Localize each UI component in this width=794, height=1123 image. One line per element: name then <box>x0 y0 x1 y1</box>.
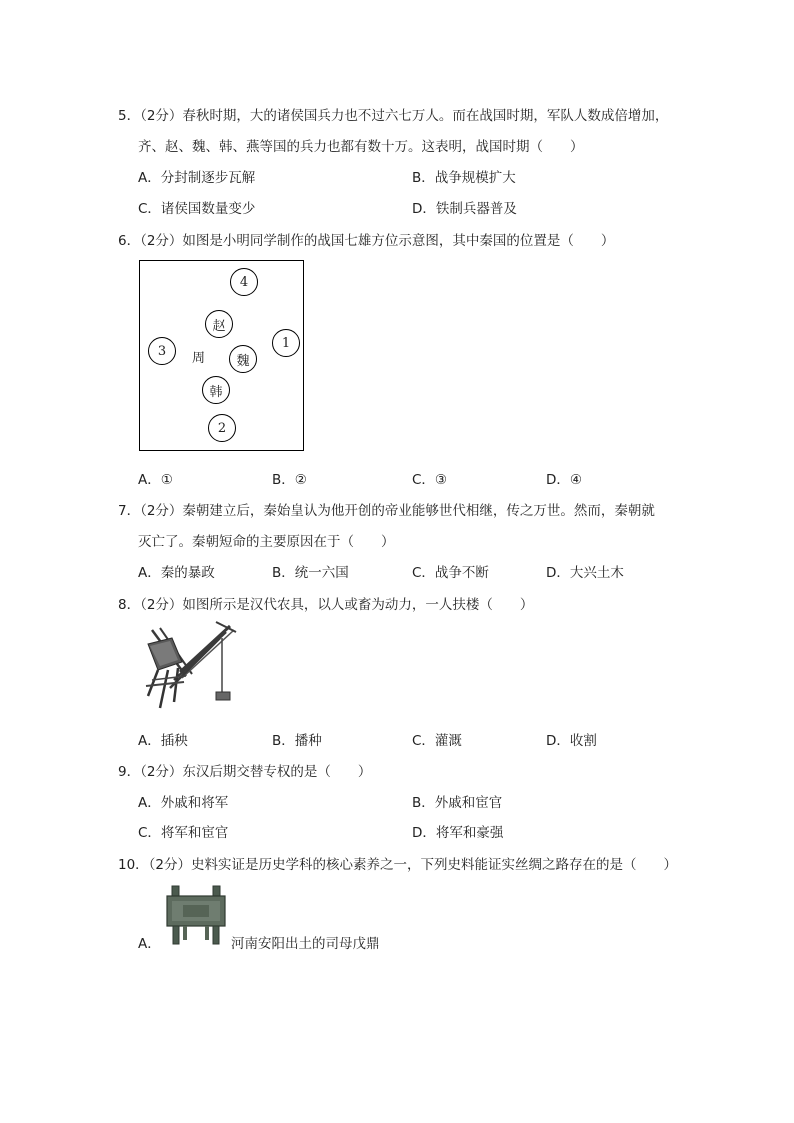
question-9-option-c[interactable]: C．将军和宦官 <box>138 825 229 841</box>
question-5-option-c[interactable]: C．诸侯国数量变少 <box>138 201 256 217</box>
question-7-option-c[interactable]: C．战争不断 <box>412 565 489 581</box>
map-position-2: 2 <box>208 414 236 442</box>
question-8-option-d[interactable]: D．收割 <box>546 733 597 749</box>
question-5-option-b[interactable]: B．战争规模扩大 <box>412 170 516 186</box>
question-6-line-1: 6．（2分）如图是小明同学制作的战国七雄方位示意图，其中秦国的位置是（ ） <box>118 233 615 249</box>
question-7-line-1: 7．（2分）秦朝建立后，秦始皇认为他开创的帝业能够世代相继，传之万世。然而，秦朝就 <box>118 503 655 519</box>
map-zhou: 周 <box>192 351 206 366</box>
map-position-1: 1 <box>272 329 300 357</box>
map-position-3: 3 <box>148 337 176 365</box>
question-8-option-b[interactable]: B．播种 <box>272 733 322 749</box>
warring-states-map <box>139 260 304 451</box>
map-position-4: 4 <box>230 268 258 296</box>
question-7-option-b[interactable]: B．统一六国 <box>272 565 349 581</box>
map-wei: 魏 <box>229 345 257 373</box>
question-8-line-1: 8．（2分）如图所示是汉代农具，以人或畜为动力，一人扶楼（ ） <box>118 597 534 613</box>
question-9-line-1: 9．（2分）东汉后期交替专权的是（ ） <box>118 764 372 780</box>
question-9-option-b[interactable]: B．外戚和宦官 <box>412 795 503 811</box>
question-8-option-a[interactable]: A．插秧 <box>138 733 188 749</box>
question-5-line-1: 5．（2分）春秋时期，大的诸侯国兵力也不过六七万人。而在战国时期，军队人数成倍增加， <box>118 108 669 124</box>
map-han: 韩 <box>202 376 230 404</box>
question-5-option-d[interactable]: D．铁制兵器普及 <box>412 201 517 217</box>
question-9-option-d[interactable]: D．将军和豪强 <box>412 825 504 841</box>
simuwu-ding-image <box>163 884 229 946</box>
question-10-option-a-caption: 河南安阳出土的司母戊鼎 <box>231 936 380 952</box>
question-5-line-2: 齐、赵、魏、韩、燕等国的兵力也都有数十万。这表明，战国时期（ ） <box>138 139 584 155</box>
question-6-option-b[interactable]: B．② <box>272 472 307 488</box>
han-seed-drill-image <box>138 616 238 716</box>
question-6-option-d[interactable]: D．④ <box>546 472 582 488</box>
question-10-option-a[interactable]: A． <box>138 936 161 952</box>
question-8-option-c[interactable]: C．灌溉 <box>412 733 462 749</box>
question-6-option-a[interactable]: A．① <box>138 472 173 488</box>
question-5-option-a[interactable]: A．分封制逐步瓦解 <box>138 170 256 186</box>
map-zhao: 赵 <box>205 310 233 338</box>
question-10-line-1: 10．（2分）史料实证是历史学科的核心素养之一，下列史料能证实丝绸之路存在的是（ ） <box>118 857 678 873</box>
question-7-option-a[interactable]: A．秦的暴政 <box>138 565 215 581</box>
question-6-option-c[interactable]: C．③ <box>412 472 448 488</box>
question-7-line-2: 灭亡了。秦朝短命的主要原因在于（ ） <box>138 534 395 550</box>
question-7-option-d[interactable]: D．大兴土木 <box>546 565 624 581</box>
question-9-option-a[interactable]: A．外戚和将军 <box>138 795 229 811</box>
